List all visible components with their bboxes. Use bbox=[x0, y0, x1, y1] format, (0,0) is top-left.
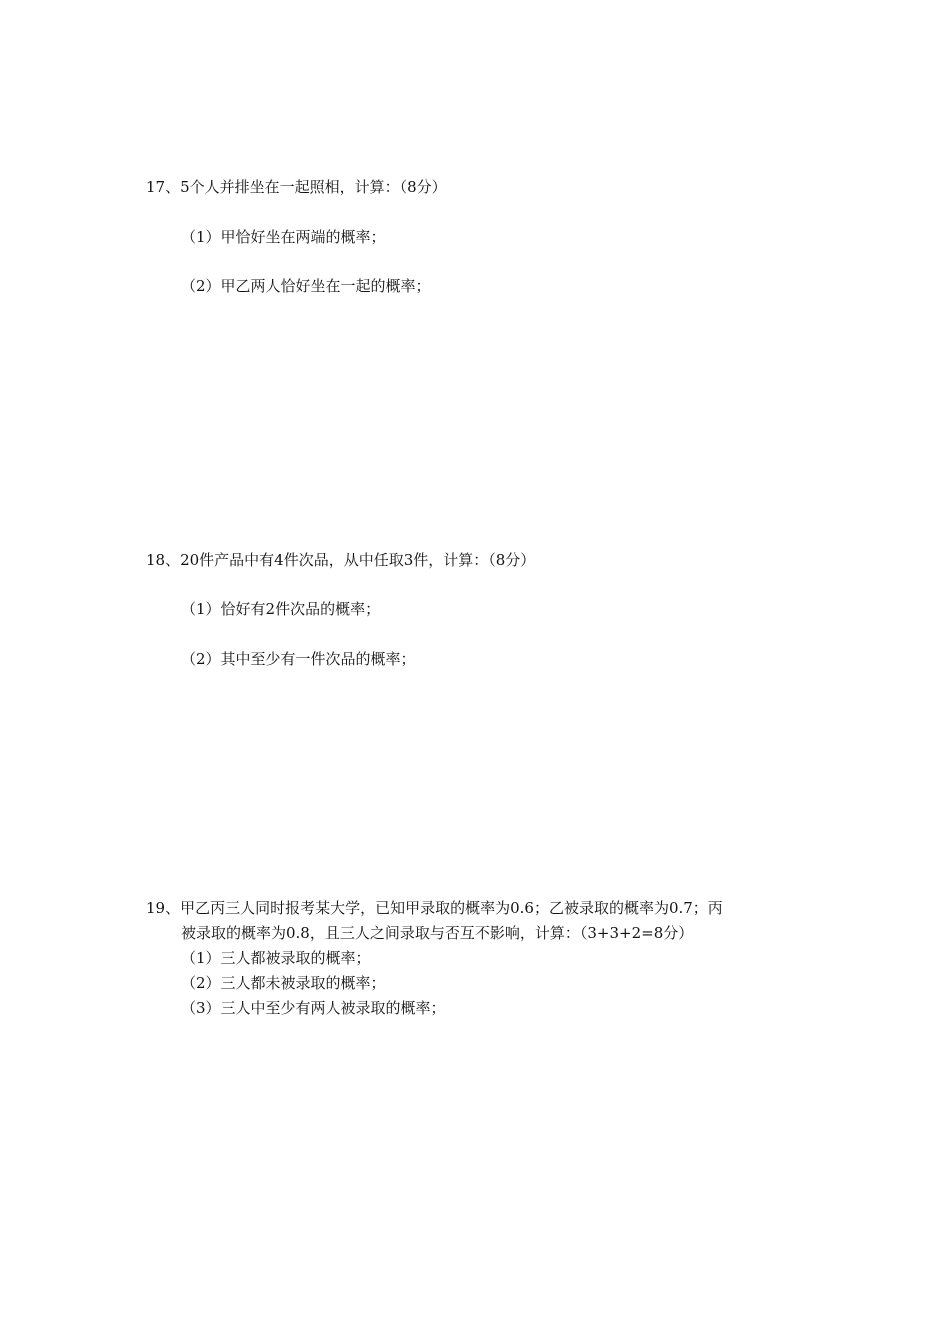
question-18-stem: 18、20件产品中有4件次品，从中任取3件，计算：（8分） bbox=[146, 551, 536, 569]
question-19-stem: 19、甲乙丙三人同时报考某大学，已知甲录取的概率为0.6；乙被录取的概率为0.7；丙 bbox=[146, 899, 723, 917]
question-19-part-1: （1）三人都被录取的概率； bbox=[181, 949, 371, 967]
question-17-part-2: （2）甲乙两人恰好坐在一起的概率； bbox=[181, 277, 431, 295]
question-19-part-3: （3）三人中至少有两人被录取的概率； bbox=[181, 999, 446, 1017]
question-17-part-1: （1）甲恰好坐在两端的概率； bbox=[181, 228, 386, 246]
question-19-part-2: （2）三人都未被录取的概率； bbox=[181, 974, 386, 992]
question-19-stem-continued: 被录取的概率为0.8，且三人之间录取与否互不影响，计算：（3+3+2=8分） bbox=[181, 924, 694, 942]
question-18-part-2: （2）其中至少有一件次品的概率； bbox=[181, 650, 416, 668]
question-17-stem: 17、5个人并排坐在一起照相，计算：（8分） bbox=[146, 178, 447, 196]
question-18-part-1: （1）恰好有2件次品的概率； bbox=[181, 600, 381, 618]
